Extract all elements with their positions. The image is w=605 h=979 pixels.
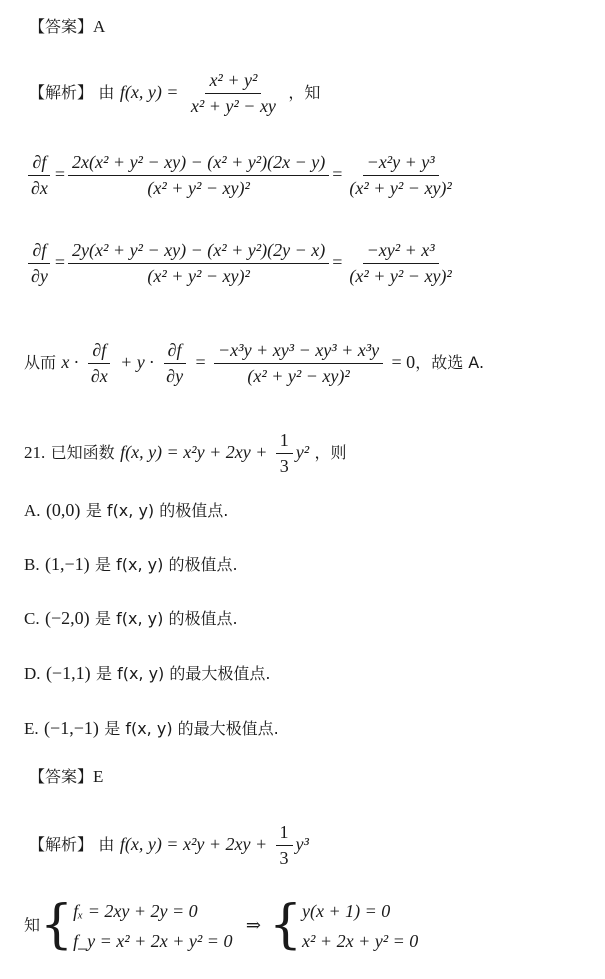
- solution-2-label: 【解析】: [29, 835, 94, 854]
- option-d-text: 是 f(x, y) 的最大极值点.: [95, 664, 271, 683]
- partial-y-result-den: (x² + y² − xy)²: [349, 266, 452, 286]
- option-a-point: (0,0): [45, 500, 81, 520]
- solution-2-fraction: [276, 822, 293, 869]
- system-right: [302, 896, 418, 956]
- partial-x-lhs-num: ∂f: [28, 152, 50, 176]
- partial-y-result: [345, 240, 455, 287]
- equation-system: [24, 896, 418, 956]
- partial-x-equation: $\frac{\partial f}{\partial x}$ = $\frac{\text{2x(x² + y² − xy) − (x² + y²)(2x − y)}}{\text{(x² + y² − xy)²}}$ = $\frac{\text{−x²y + y³}}{\text{(x² + y² − xy)²}}$: [24, 152, 459, 199]
- answer-1-label: 【答案】: [29, 17, 94, 36]
- answer-2-value: E: [93, 767, 104, 786]
- conclusion-dfdx: [87, 340, 112, 387]
- question-function: f(x, y) = x²y + 2xy +: [120, 442, 268, 462]
- implies-arrow: ⇒: [245, 914, 261, 935]
- partial-x-result: [345, 152, 455, 199]
- option-c-letter: C.: [24, 609, 40, 628]
- answer-2: [29, 764, 103, 787]
- partial-y-lhs-den: ∂y: [31, 266, 48, 286]
- left-brace-1: {: [40, 895, 74, 956]
- option-c-point: (−2,0): [45, 608, 90, 628]
- partial-x-middle-num: 2x(x² + y² − xy) − (x² + y²)(2x − y): [68, 152, 329, 176]
- solution-1-fraction-den: x² + y² − xy: [190, 96, 276, 116]
- partial-x-lhs: [27, 152, 52, 199]
- answer-2-label: 【答案】: [29, 767, 94, 786]
- solution-2-function: f(x, y) = x²y + 2xy +: [119, 834, 268, 854]
- question-fraction-den: 3: [279, 456, 289, 476]
- partial-x-result-num: −x²y + y³: [363, 152, 439, 176]
- option-e: [24, 716, 279, 739]
- system-eq-4: x² + 2x + y² = 0: [302, 931, 419, 951]
- left-brace-2: {: [268, 895, 303, 956]
- question-stem: 已知函数: [50, 443, 115, 462]
- question-fraction: [276, 430, 293, 477]
- conclusion-dfdy-num: ∂f: [164, 340, 186, 364]
- partial-x-middle-den: (x² + y² − xy)²: [147, 178, 250, 198]
- question-tail: ，则: [314, 443, 347, 462]
- question-fraction-num: 1: [276, 430, 293, 454]
- partial-x-result-den: (x² + y² − xy)²: [349, 178, 452, 198]
- question-number: 21.: [24, 443, 46, 462]
- solution-1-line: [29, 70, 320, 117]
- option-b-point: (1,−1): [45, 554, 90, 574]
- conclusion-fraction: [214, 340, 383, 387]
- partial-y-middle-num: 2y(x² + y² − xy) − (x² + y²)(2y − x): [68, 240, 329, 264]
- solution-1-intro: 由: [98, 83, 115, 102]
- solution-2-line: [29, 822, 309, 869]
- solution-1-tail: ，知: [288, 83, 321, 102]
- option-b-letter: B.: [24, 555, 40, 574]
- partial-x-middle: [68, 152, 329, 199]
- partial-y-equation: $\frac{\partial f}{\partial y}$ = $\frac{\text{2y(x² + y² − xy) − (x² + y²)(2y − x)}}{\text{(x² + y² − xy)²}}$ = $\frac{\text{−xy² + x³}}{\text{(x² + y² − xy)²}}$: [24, 240, 459, 287]
- conclusion-tail: ，故选 A.: [415, 353, 485, 372]
- partial-y-result-num: −xy² + x³: [363, 240, 439, 264]
- solution-2-fraction-den: 3: [279, 848, 289, 868]
- system-eq-3: y(x + 1) = 0: [302, 901, 391, 921]
- system-eq-1: fₓ = 2xy + 2y = 0: [73, 901, 198, 921]
- option-d: [24, 661, 270, 684]
- partial-y-lhs-num: ∂f: [28, 240, 50, 264]
- solution-1-fraction: [187, 70, 280, 117]
- conclusion-eq-zero: = 0: [391, 352, 416, 372]
- partial-y-middle: [68, 240, 329, 287]
- system-eq-2: f_y = x² + 2x + y² = 0: [73, 931, 233, 951]
- solution-2-intro: 由: [98, 835, 115, 854]
- option-a-letter: A.: [24, 501, 41, 520]
- system-left: [73, 896, 232, 956]
- conclusion-dfdy-den: ∂y: [166, 366, 184, 386]
- conclusion-prefix: 从而: [24, 353, 57, 372]
- conclusion-fraction-den: (x² + y² − xy)²: [247, 366, 350, 386]
- conclusion-dfdx-num: ∂f: [88, 340, 110, 364]
- conclusion-line: [24, 340, 484, 387]
- conclusion-fraction-num: −x³y + xy³ − xy³ + x³y: [214, 340, 383, 364]
- conclusion-x-dot: x ·: [61, 352, 79, 372]
- partial-x-lhs-den: ∂x: [31, 178, 48, 198]
- partial-y-middle-den: (x² + y² − xy)²: [147, 266, 250, 286]
- option-b: [24, 552, 238, 575]
- solution-1-fraction-num: x² + y²: [205, 70, 261, 94]
- option-e-text: 是 f(x, y) 的最大极值点.: [104, 719, 279, 738]
- question-21: [24, 430, 347, 477]
- system-prefix: 知: [24, 915, 41, 935]
- conclusion-dfdy: [162, 340, 187, 387]
- solution-2-fraction-num: 1: [276, 822, 293, 846]
- option-e-letter: E.: [24, 719, 39, 738]
- option-a-text: 是 f(x, y) 的极值点.: [85, 501, 229, 520]
- option-e-point: (−1,−1): [44, 718, 99, 738]
- option-c-text: 是 f(x, y) 的极值点.: [95, 609, 238, 628]
- solution-2-y-term: y³: [295, 834, 309, 854]
- option-d-letter: D.: [24, 664, 41, 683]
- solution-1-label: 【解析】: [29, 83, 94, 102]
- conclusion-plus-y-dot: + y ·: [120, 352, 154, 372]
- partial-y-lhs: [27, 240, 52, 287]
- answer-1-value: A: [93, 17, 106, 36]
- option-b-text: 是 f(x, y) 的极值点.: [95, 555, 238, 574]
- option-c: [24, 606, 238, 629]
- conclusion-dfdx-den: ∂x: [90, 366, 108, 386]
- option-d-point: (−1,1): [45, 663, 91, 683]
- option-a: [24, 498, 228, 521]
- solution-1-func: f(x, y) =: [119, 82, 179, 102]
- answer-1: [29, 14, 105, 37]
- conclusion-eq: =: [195, 352, 206, 372]
- question-y-term: y²: [295, 442, 310, 462]
